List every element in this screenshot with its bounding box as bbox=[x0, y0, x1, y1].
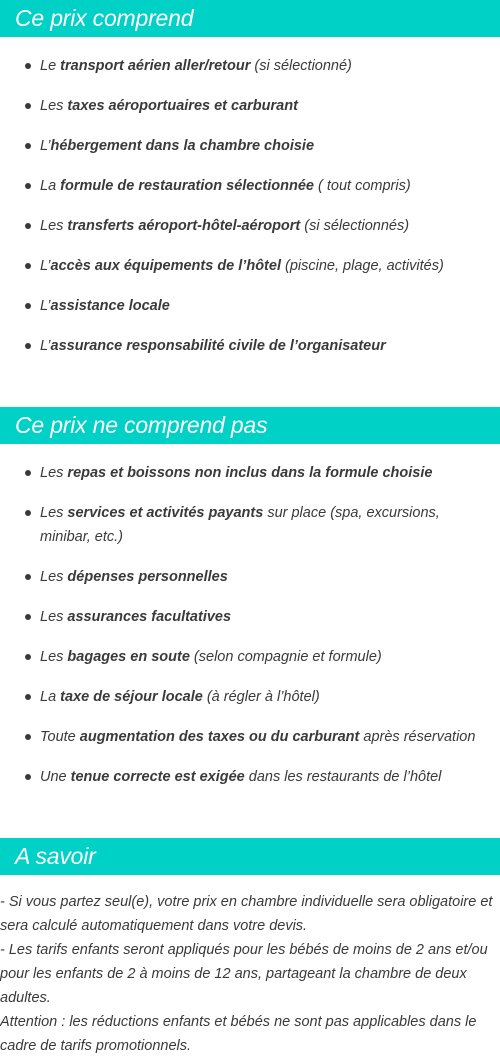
bullet-icon bbox=[25, 223, 31, 229]
list-item: Une tenue correcte est exigée dans les restaurants de l’hôtel bbox=[0, 765, 500, 789]
list-item: L’assistance locale bbox=[0, 294, 500, 318]
info-text bbox=[0, 890, 500, 1058]
info-paragraph: - Les tarifs enfants seront appliqués pour les bébés de moins de 2 ans et/ou pour les enfants de 2 à moins de 12 ans, partageant la chambre de deux adultes. bbox=[0, 942, 488, 1006]
bullet-icon bbox=[25, 470, 31, 476]
list-item: Les taxes aéroportuaires et carburant bbox=[0, 94, 500, 118]
list-item: L’assurance responsabilité civile de l’organisateur bbox=[0, 334, 500, 358]
bullet-icon bbox=[25, 343, 31, 349]
excluded-list bbox=[0, 461, 500, 789]
bullet-icon bbox=[25, 63, 31, 69]
bullet-icon bbox=[25, 303, 31, 309]
list-item: Le transport aérien aller/retour (si sélectionné) bbox=[0, 54, 500, 78]
list-item: Les transferts aéroport-hôtel-aéroport (si sélectionnés) bbox=[0, 214, 500, 238]
list-item: L’hébergement dans la chambre choisie bbox=[0, 134, 500, 158]
bullet-icon bbox=[25, 614, 31, 620]
bullet-icon bbox=[25, 734, 31, 740]
included-list bbox=[0, 54, 500, 358]
list-item: L’accès aux équipements de l’hôtel (piscine, plage, activités) bbox=[0, 254, 500, 278]
list-item: Les dépenses personnelles bbox=[0, 565, 500, 589]
info-section-title: A savoir bbox=[0, 838, 500, 875]
bullet-icon bbox=[25, 574, 31, 580]
bullet-icon bbox=[25, 103, 31, 109]
list-item: Toute augmentation des taxes ou du carburant après réservation bbox=[0, 725, 500, 749]
included-section-title: Ce prix comprend bbox=[0, 0, 500, 37]
bullet-icon bbox=[25, 263, 31, 269]
bullet-icon bbox=[25, 654, 31, 660]
list-item: Les bagages en soute (selon compagnie et formule) bbox=[0, 645, 500, 669]
bullet-icon bbox=[25, 183, 31, 189]
list-item: La formule de restauration sélectionnée ( tout compris) bbox=[0, 174, 500, 198]
bullet-icon bbox=[25, 774, 31, 780]
list-item: La taxe de séjour locale (à régler à l’hôtel) bbox=[0, 685, 500, 709]
info-paragraph: Attention : les réductions enfants et bébés ne sont pas applicables dans le cadre de tarifs promotionnels. bbox=[0, 1014, 477, 1054]
bullet-icon bbox=[25, 694, 31, 700]
list-item: Les assurances facultatives bbox=[0, 605, 500, 629]
bullet-icon bbox=[25, 143, 31, 149]
list-item: Les repas et boissons non inclus dans la formule choisie bbox=[0, 461, 500, 485]
bullet-icon bbox=[25, 510, 31, 516]
info-paragraph: - Si vous partez seul(e), votre prix en chambre individuelle sera obligatoire et sera calculé automatiquement dans votre devis. bbox=[0, 894, 493, 934]
excluded-section-title: Ce prix ne comprend pas bbox=[0, 407, 500, 444]
list-item: Les services et activités payants sur place (spa, excursions, minibar, etc.) bbox=[0, 501, 500, 549]
